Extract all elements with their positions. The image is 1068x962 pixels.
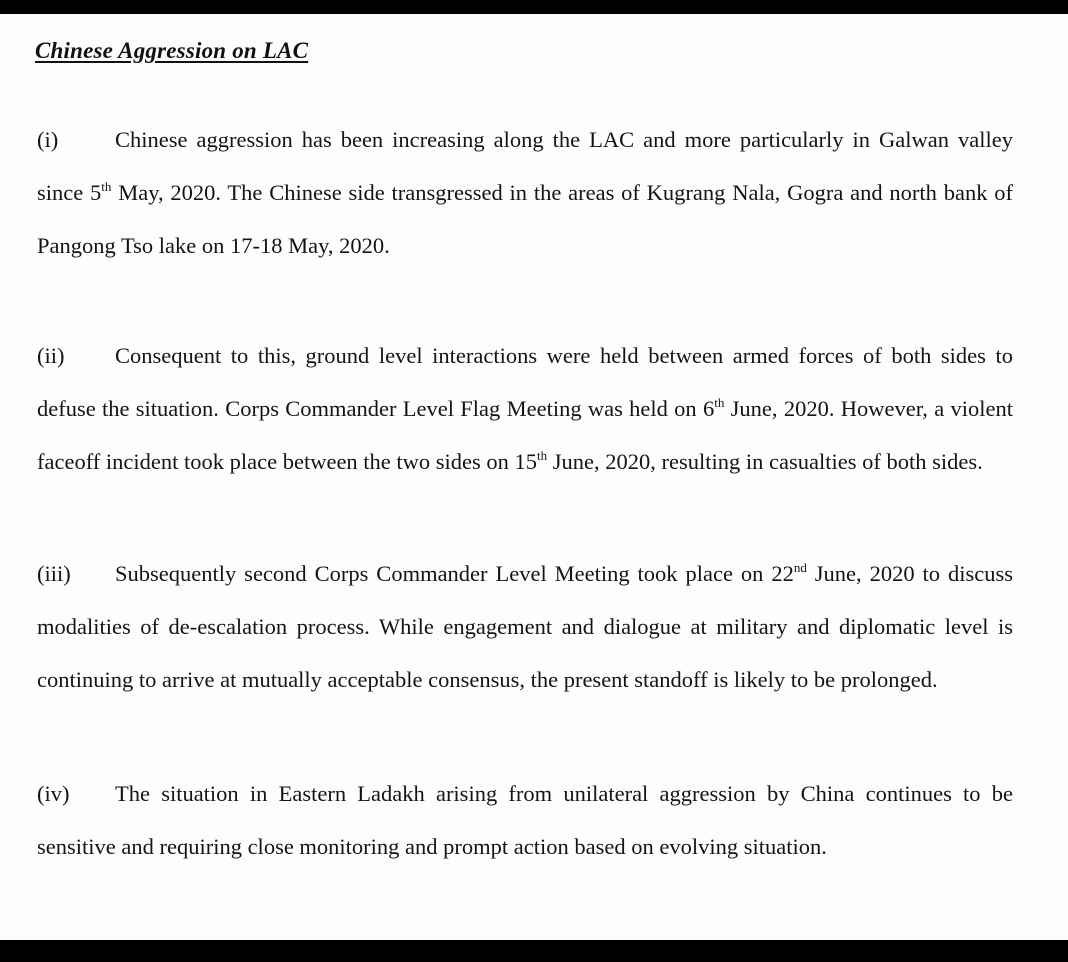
- ordinal-suffix: th: [714, 395, 725, 410]
- paragraph-i: [37, 113, 1013, 272]
- document-heading: Chinese Aggression on LAC: [35, 38, 309, 63]
- paragraph-ii: [37, 329, 1013, 488]
- paragraph-text: Subsequently second Corps Commander Level Meeting took place on 22nd June, 2020 to discuss modalities of de-escalation process. While engagement and dialogue at military and diplomatic level is continuing to arrive at mutually acceptable consensus, the present standoff is likely to be prolonged.: [37, 560, 1014, 692]
- ordinal-suffix: nd: [793, 560, 807, 575]
- paragraph-iii: [37, 547, 1013, 706]
- paragraph-text: The situation in Eastern Ladakh arising from unilateral aggression by China continues to be sensitive and requiring close monitoring and prompt action based on evolving situation.: [37, 781, 1013, 859]
- paragraph-text: Consequent to this, ground level interactions were held between armed forces of both sides to defuse the situation. Corps Commander Level Flag Meeting was held on 6th June, 2020. However, a violent faceoff incident took place between the two sides on 15th June, 2020, resulting in casualties of both sides.: [37, 343, 1013, 474]
- paragraph-number: (i): [37, 127, 59, 152]
- ordinal-suffix: th: [101, 179, 112, 194]
- document-page: [0, 14, 1068, 940]
- ordinal-suffix: th: [537, 448, 548, 463]
- paragraph-number: (iv): [37, 781, 70, 806]
- paragraph-iv: [37, 767, 1013, 873]
- paragraph-text: Chinese aggression has been increasing along the LAC and more particularly in Galwan valley since 5th May, 2020. The Chinese side transgressed in the areas of Kugrang Nala, Gogra and north bank of Pangong Tso lake on 17-18 May, 2020.: [37, 127, 1013, 258]
- paragraph-number: (ii): [37, 343, 65, 368]
- paragraph-number: (iii): [37, 561, 71, 586]
